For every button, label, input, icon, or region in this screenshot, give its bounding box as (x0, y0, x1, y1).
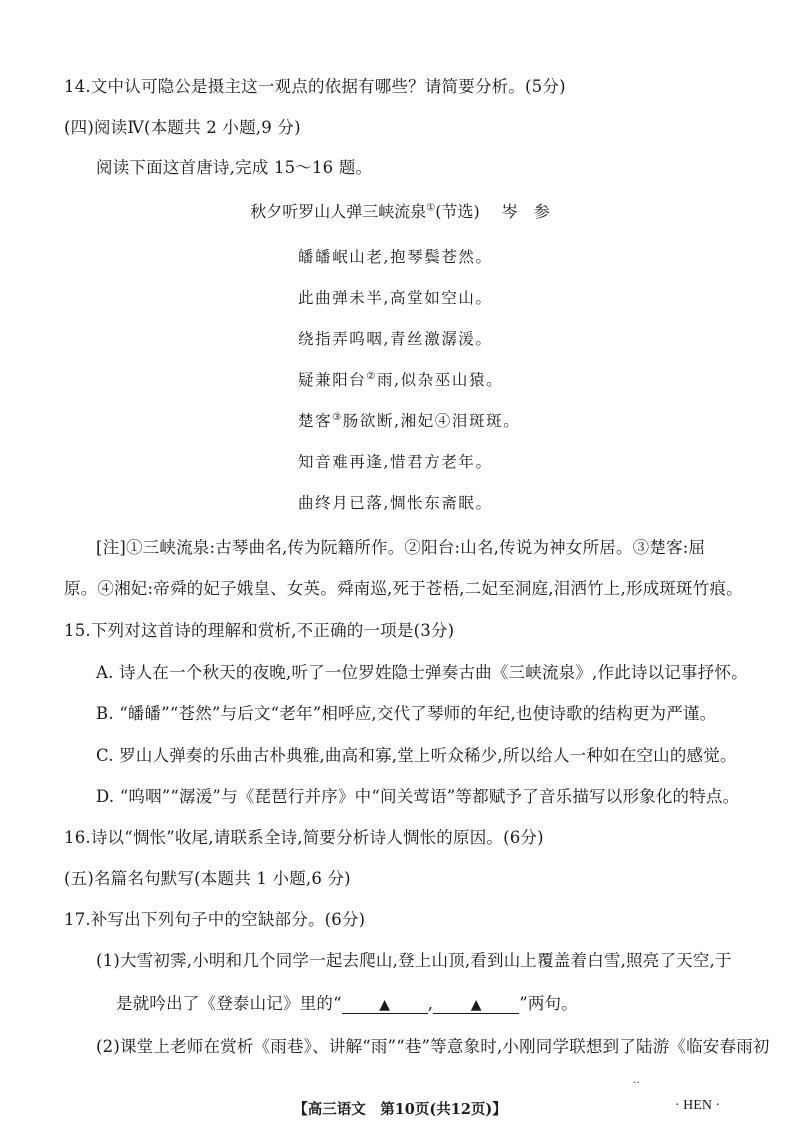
poem-title-suffix: (节选) (435, 202, 480, 221)
answer-blank-2[interactable]: ▲ (433, 997, 519, 1014)
q17-part-1-line-2: 是就吟出了《登泰山记》里的“ ▲ , ▲ ”两句。 (116, 994, 578, 1013)
page-footer: 【高三语文 第10页(共12页)】 (293, 1101, 507, 1118)
section-4-header: (四)阅读Ⅳ(本题共 2 小题,9 分) (64, 118, 301, 137)
answer-blank-1[interactable]: ▲ (342, 997, 428, 1014)
poem-line: 此曲弹未半,高堂如空山。 (298, 289, 493, 307)
notes-line-2: 原。④湘妃:帝舜的妃子娥皇、女英。舜南巡,死于苍梧,二妃至洞庭,泪洒竹上,形成斑斑竹痕。 (64, 579, 743, 598)
question-14: 14.文中认可隐公是摄主这一观点的依据有哪些？请简要分析。(5分) (64, 77, 566, 96)
question-17-stem: 17.补写出下列句子中的空缺部分。(6分) (64, 910, 366, 929)
footer-code: · HEN · (675, 1098, 721, 1113)
q15-option-b: B. “皤皤”“苍然”与后文“老年”相呼应,交代了琴师的年纪,也使诗歌的结构更为严谨。 (96, 704, 717, 723)
q15-option-d: D. “呜咽”“潺湲”与《琵琶行并序》中“间关莺语”等都赋予了音乐描写以形象化的特点。 (96, 787, 740, 806)
poem-line: 绕指弄呜咽,青丝激潺湲。 (298, 330, 493, 348)
notes-line-1: [注]①三峡流泉:古琴曲名,传为阮籍所作。②阳台:山名,传说为神女所居。③楚客:屈 (96, 538, 706, 557)
q17-part-1-line-1: (1)大雪初霁,小明和几个同学一起去爬山,登上山顶,看到山上覆盖着白雪,照亮了天空,于 (96, 951, 732, 970)
poem-title (0, 201, 800, 223)
section-5-header: (五)名篇名句默写(本题共 1 小题,6 分) (64, 869, 351, 888)
q15-option-a: A. 诗人在一个秋天的夜晚,听了一位罗姓隐士弹奏古曲《三峡流泉》,作此诗以记事抒怀。 (96, 663, 748, 682)
q17-part-2-line-1: (2)课堂上老师在赏析《雨巷》、讲解“雨”“巷”等意象时,小刚同学联想到了陆游《临安春雨初 (96, 1037, 770, 1056)
poem-line: 知音难再逢,惜君方老年。 (298, 453, 493, 471)
note-mark: ② (366, 370, 377, 382)
question-16: 16.诗以“惆怅”收尾,请联系全诗,简要分析诗人惆怅的原因。(6分) (64, 828, 544, 847)
poem-line: 皤皤岷山老,抱琴鬓苍然。 (298, 248, 493, 266)
poem-line: 疑兼阳台②雨,似杂巫山猿。 (298, 370, 504, 389)
section-4-intro: 阅读下面这首唐诗,完成 15～16 题。 (96, 158, 373, 177)
question-15-stem: 15.下列对这首诗的理解和赏析,不正确的一项是(3分) (64, 621, 455, 640)
q15-option-c: C. 罗山人弹奏的乐曲古朴典雅,曲高和寡,堂上听众稀少,所以给人一种如在空山的感觉。 (96, 746, 737, 765)
poem-author: 岑 参 (501, 202, 550, 221)
poem-title-note-mark: ① (426, 202, 436, 214)
poem-line: 曲终月已落,惆怅东斋眠。 (298, 494, 493, 512)
poem-title-main: 秋夕听罗山人弹三峡流泉 (250, 202, 427, 221)
note-mark: ③ (332, 411, 343, 423)
poem-line: 楚客③肠欲断,湘妃④泪斑斑。 (298, 411, 521, 430)
scan-mark: ‥ (633, 1075, 640, 1086)
